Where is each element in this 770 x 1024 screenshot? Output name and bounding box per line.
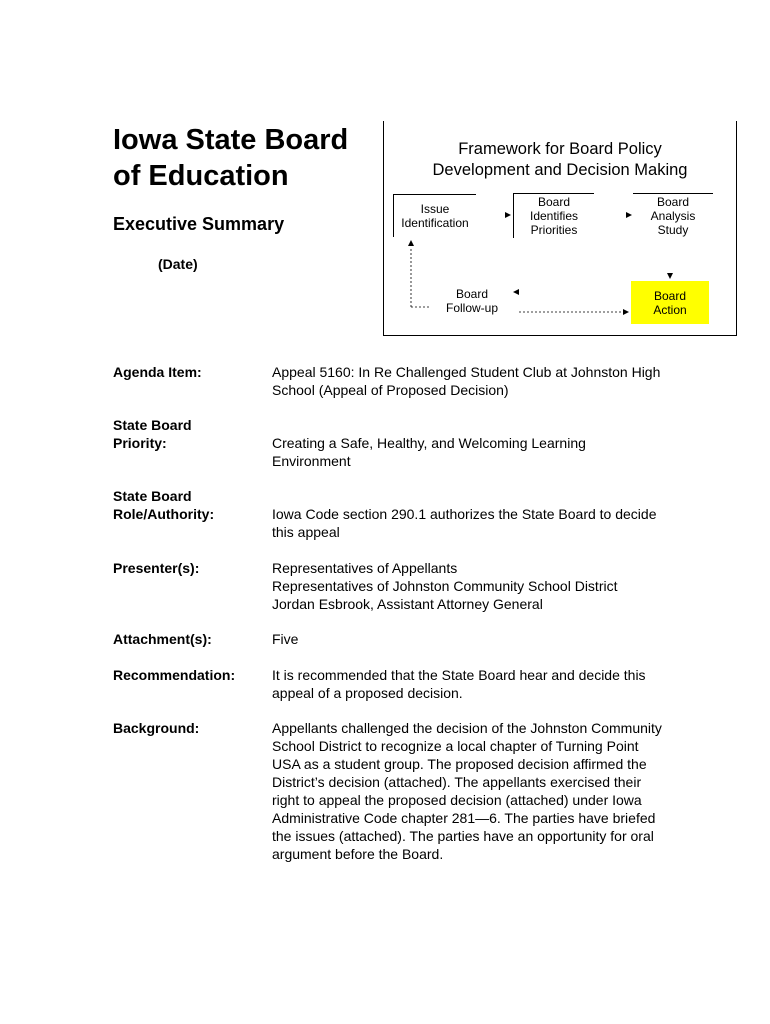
arrow-up-to-issue-icon — [408, 240, 414, 246]
prio-line-3: Priorities — [530, 223, 578, 237]
document-subtitle: Executive Summary — [113, 214, 285, 234]
agenda-item-label: Agenda Item: — [113, 364, 202, 380]
attachments-label: Attachment(s): — [113, 631, 212, 647]
attachments-value: Five — [272, 631, 299, 647]
recommendation-label: Recommendation: — [113, 667, 236, 683]
title-line-2: of Education — [113, 160, 289, 192]
study-line-3: Study — [657, 223, 689, 237]
presenter-1: Representatives of Appellants — [272, 560, 458, 576]
study-line-1: Board — [656, 195, 690, 209]
arrow-to-priorities-icon — [505, 212, 511, 218]
role-authority-label — [113, 487, 263, 523]
arrow-down-to-action-icon — [667, 273, 673, 279]
background-label: Background: — [113, 720, 200, 736]
priority-label-line-2: Priority: — [113, 435, 167, 451]
issue-line-1: Issue — [420, 202, 450, 216]
presenters-label: Presenter(s): — [113, 560, 200, 576]
framework-title-line-1: Framework for Board Policy — [458, 140, 662, 158]
priority-label — [113, 416, 263, 452]
date-placeholder: (Date) — [158, 256, 198, 272]
background-value: Appellants challenged the decision of the Johnston Community School District to recognize a local chapter of Turning Point USA as a student group. The proposed decision affirmed the District’s decision (attached). The appellants exercised their right to appeal the proposed decision (attached) under Iowa Administrative Code chapter 281—6. The parties have briefed the issues (attached). The parties have an opportunity for oral argument before the Board. — [272, 720, 662, 862]
recommendation-value: It is recommended that the State Board hear and decide this appeal of a proposed decision. — [272, 667, 646, 701]
role-authority-value: Iowa Code section 290.1 authorizes the State Board to decide this appeal — [272, 506, 657, 540]
document-title — [113, 122, 383, 194]
role-label-line-2: Role/Authority: — [113, 506, 215, 522]
arrow-to-study-icon — [626, 212, 632, 218]
follow-line-2: Follow-up — [445, 301, 499, 315]
title-line-1: Iowa State Board — [113, 124, 349, 156]
arrow-to-action-icon — [623, 309, 629, 315]
framework-diagram — [383, 121, 737, 336]
flow-connectors — [383, 121, 737, 336]
priority-label-line-1: State Board — [113, 417, 192, 433]
prio-line-2: Identifies — [529, 209, 579, 223]
action-line-2: Action — [653, 302, 687, 317]
presenter-2: Representatives of Johnston Community School District — [272, 578, 618, 594]
role-label-line-1: State Board — [113, 488, 192, 504]
presenter-3: Jordan Esbrook, Assistant Attorney General — [272, 596, 543, 612]
priority-value: Creating a Safe, Healthy, and Welcoming Learning Environment — [272, 435, 586, 469]
prio-line-1: Board — [537, 195, 571, 209]
framework-title-line-2: Development and Decision Making — [432, 161, 688, 179]
action-line-1: Board — [653, 288, 686, 303]
study-line-2: Analysis — [650, 209, 696, 223]
agenda-item-value: Appeal 5160: In Re Challenged Student Club at Johnston High School (Appeal of Proposed Decision) — [272, 364, 661, 398]
issue-line-2: Identification — [401, 216, 469, 230]
arrow-to-followup-icon — [513, 289, 519, 295]
presenters-value — [272, 559, 662, 613]
follow-line-1: Board — [455, 287, 489, 301]
